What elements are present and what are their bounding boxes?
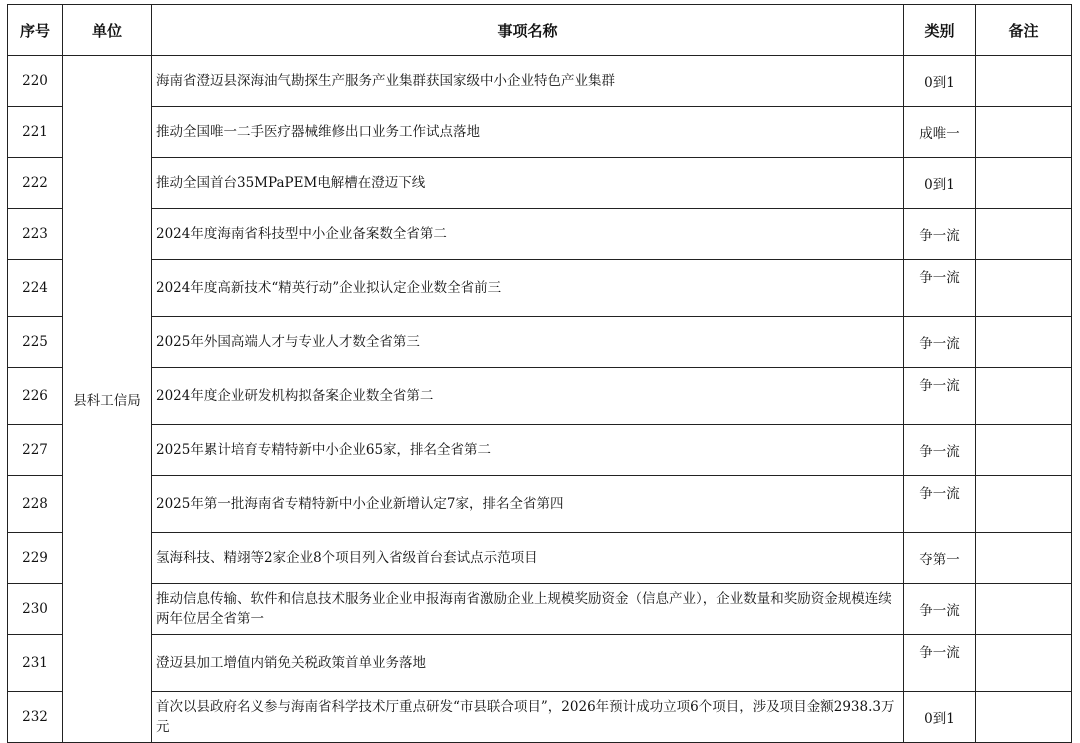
item-name: 2025年外国高端人才与专业人才数全省第三 — [152, 317, 904, 368]
item-category: 0到1 — [904, 692, 976, 743]
item-category: 夺第一 — [904, 533, 976, 584]
item-name: 2024年度企业研发机构拟备案企业数全省第二 — [152, 368, 904, 425]
table-row — [8, 476, 1072, 533]
item-name: 2025年累计培育专精特新中小企业65家，排名全省第二 — [152, 425, 904, 476]
header-unit: 单位 — [63, 5, 152, 56]
item-name: 推动全国唯一二手医疗器械维修出口业务工作试点落地 — [152, 107, 904, 158]
item-category: 0到1 — [904, 56, 976, 107]
row-number: 220 — [8, 56, 63, 107]
item-category: 争一流 — [904, 317, 976, 368]
item-name: 2025年第一批海南省专精特新中小企业新增认定7家，排名全省第四 — [152, 476, 904, 533]
table-row — [8, 533, 1072, 584]
table-row — [8, 317, 1072, 368]
item-note — [976, 158, 1072, 209]
item-category: 争一流 — [904, 476, 976, 533]
item-name: 首次以县政府名义参与海南省科学技术厅重点研发“市县联合项目”，2026年预计成功立项6个项目，涉及项目金额2938.3万元 — [152, 692, 904, 743]
items-table — [7, 4, 1072, 743]
item-note — [976, 107, 1072, 158]
item-category: 0到1 — [904, 158, 976, 209]
header-no: 序号 — [8, 5, 63, 56]
row-number: 221 — [8, 107, 63, 158]
table-row — [8, 368, 1072, 425]
item-name: 海南省澄迈县深海油气勘探生产服务产业集群获国家级中小企业特色产业集群 — [152, 56, 904, 107]
item-category: 争一流 — [904, 260, 976, 317]
item-category: 争一流 — [904, 209, 976, 260]
table-row — [8, 425, 1072, 476]
item-name: 推动信息传输、软件和信息技术服务业企业申报海南省激励企业上规模奖励资金（信息产业），企业数量和奖励资金规模连续两年位居全省第一 — [152, 584, 904, 635]
item-category: 成唯一 — [904, 107, 976, 158]
item-note — [976, 692, 1072, 743]
item-category: 争一流 — [904, 425, 976, 476]
item-note — [976, 317, 1072, 368]
item-note — [976, 425, 1072, 476]
row-number: 223 — [8, 209, 63, 260]
table-row — [8, 584, 1072, 635]
row-number: 222 — [8, 158, 63, 209]
row-number: 229 — [8, 533, 63, 584]
header-note: 备注 — [976, 5, 1072, 56]
table-row — [8, 635, 1072, 692]
item-note — [976, 635, 1072, 692]
header-item: 事项名称 — [152, 5, 904, 56]
item-name: 2024年度高新技术“精英行动”企业拟认定企业数全省前三 — [152, 260, 904, 317]
item-name: 2024年度海南省科技型中小企业备案数全省第二 — [152, 209, 904, 260]
item-category: 争一流 — [904, 584, 976, 635]
item-name: 推动全国首台35MPaPEM电解槽在澄迈下线 — [152, 158, 904, 209]
table-row — [8, 56, 1072, 107]
item-note — [976, 368, 1072, 425]
table-row — [8, 158, 1072, 209]
item-category: 争一流 — [904, 635, 976, 692]
item-note — [976, 584, 1072, 635]
item-name: 澄迈县加工增值内销免关税政策首单业务落地 — [152, 635, 904, 692]
unit-cell: 县科工信局 — [63, 56, 152, 743]
table-row — [8, 692, 1072, 743]
row-number: 232 — [8, 692, 63, 743]
item-note — [976, 260, 1072, 317]
header-row — [8, 5, 1072, 56]
item-note — [976, 209, 1072, 260]
item-name: 氢海科技、精翊等2家企业8个项目列入省级首台套试点示范项目 — [152, 533, 904, 584]
row-number: 224 — [8, 260, 63, 317]
row-number: 230 — [8, 584, 63, 635]
row-number: 228 — [8, 476, 63, 533]
table-body — [8, 56, 1072, 743]
row-number: 227 — [8, 425, 63, 476]
row-number: 231 — [8, 635, 63, 692]
table-row — [8, 260, 1072, 317]
table-row — [8, 107, 1072, 158]
item-note — [976, 476, 1072, 533]
row-number: 225 — [8, 317, 63, 368]
item-note — [976, 56, 1072, 107]
item-note — [976, 533, 1072, 584]
row-number: 226 — [8, 368, 63, 425]
table-row — [8, 209, 1072, 260]
header-category: 类别 — [904, 5, 976, 56]
item-category: 争一流 — [904, 368, 976, 425]
